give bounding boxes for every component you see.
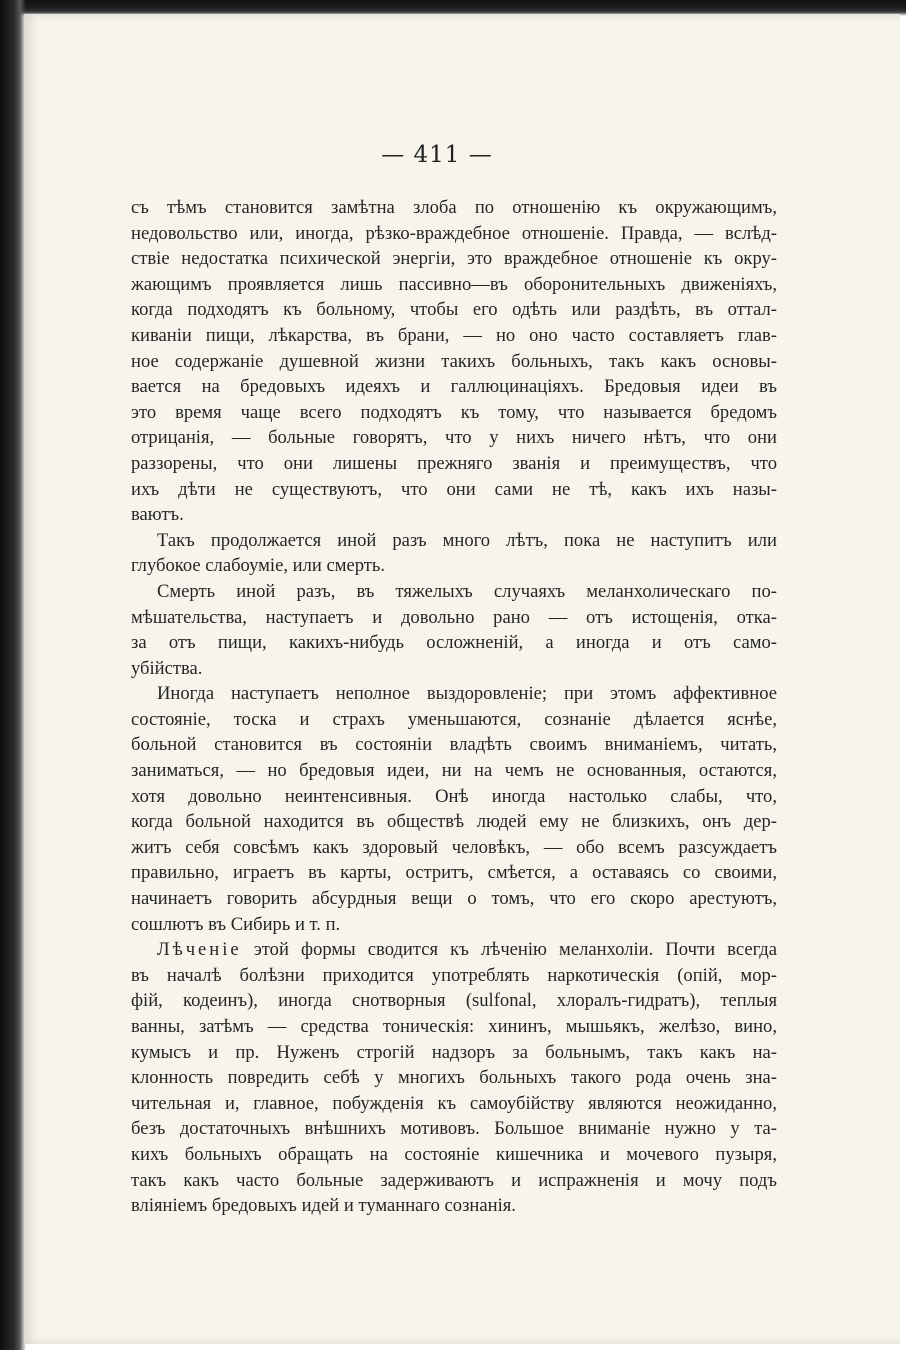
text-line: клонность повредить себѣ у многихъ больныхъ такого рода очень зна-	[131, 1067, 777, 1089]
text-line: мѣшательства, наступаетъ и довольно рано — отъ истощенія, отка-	[131, 606, 777, 628]
text-line: сошлютъ въ Сибирь и т. п.	[131, 913, 341, 935]
text-line: заниматься, — но бредовыя идеи, ни на чемъ не основанныя, остаются,	[131, 760, 777, 782]
text-line: за отъ пищи, какихъ-нибудь осложненій, а иногда и отъ само-	[131, 632, 777, 654]
text-line: хотя довольно неинтенсивныя. Онѣ иногда настолько слабы, что,	[131, 785, 777, 807]
text-line: ствіе недостатка психической энергіи, это враждебное отношеніе къ окру-	[131, 248, 777, 270]
text-line: Иногда наступаетъ неполное выздоровленіе; при этомъ аффективное	[157, 683, 777, 705]
spaced-heading-word: Лѣченіе	[157, 939, 242, 961]
body-text	[131, 195, 777, 1219]
text-line: раззорены, что они лишены прежняго званія и преимуществъ, что	[131, 452, 777, 474]
text-line: правильно, играетъ въ карты, остритъ, смѣется, а оставаясь со своими,	[131, 862, 777, 884]
text-line: когда подходятъ къ больному, чтобы его одѣть или раздѣть, въ оттал-	[131, 299, 777, 321]
text-line: кумысъ и пр. Нуженъ строгій надзоръ за больнымъ, такъ какъ на-	[131, 1041, 777, 1063]
text-line: кихъ больныхъ обращать на состояніе кишечника и мочевого пузыря,	[131, 1143, 777, 1165]
text-line: это время чаще всего подходятъ къ тому, что называется бредомъ	[131, 401, 777, 423]
text-line: недовольство или, иногда, рѣзко-враждебное отношеніе. Правда, — вслѣд-	[131, 222, 777, 244]
line-text: этой формы сводится къ лѣченію меланхоліи. Почти всегда	[241, 939, 777, 961]
text-line: съ тѣмъ становится замѣтна злоба по отношенію къ окружающимъ,	[131, 197, 777, 218]
text-line: жающимъ проявляется лишь пассивно—въ оборонительныхъ движеніяхъ,	[131, 273, 777, 295]
paragraph	[131, 579, 777, 681]
text-line: фій, кодеинъ), иногда снотворныя (sulfonal, хлоралъ-гидратъ), теплыя	[131, 990, 777, 1012]
text-line: глубокое слабоуміе, или смерть.	[131, 555, 386, 577]
scan-left-edge	[0, 0, 26, 1350]
text-line: когда больной находится въ обществѣ людей ему не близкихъ, онъ дер-	[131, 811, 777, 833]
text-line	[131, 937, 777, 963]
text-line: Такъ продолжается иной разъ много лѣтъ, пока не наступитъ или	[157, 529, 777, 551]
text-line: ное содержаніе душевной жизни такихъ больныхъ, такъ какъ основы-	[131, 350, 777, 372]
text-line: такъ какъ часто больные задерживаютъ и испражненія и мочу подъ	[131, 1169, 777, 1191]
book-page	[24, 14, 900, 1344]
text-line: отрицанія, — больные говорятъ, что у нихъ ничего нѣтъ, что они	[131, 427, 777, 449]
paragraph	[131, 195, 777, 528]
text-line: начинаетъ говорить абсурдныя вещи о томъ, что его скоро арестуютъ,	[131, 888, 777, 910]
text-line: чительная и, главное, побужденія къ самоубійству являются неожиданно,	[131, 1092, 777, 1114]
text-line: Смерть иной разъ, въ тяжелыхъ случаяхъ меланхолическаго по-	[157, 580, 777, 602]
text-line: въ началѣ болѣзни приходится употреблять наркотическія (опій, мор-	[131, 964, 777, 986]
text-line: житъ себя совсѣмъ какъ здоровый человѣкъ, — обо всемъ разсуждаетъ	[131, 836, 777, 858]
text-line: больной становится въ состояніи владѣть своимъ вниманіемъ, читать,	[131, 734, 777, 756]
text-line: состояніе, тоска и страхъ уменьшаются, сознаніе дѣлается яснѣе,	[131, 708, 777, 730]
text-line: убійства.	[131, 657, 203, 679]
text-line: ихъ дѣти не существуютъ, что они сами не тѣ, какъ ихъ назы-	[131, 478, 777, 500]
text-line: ванны, затѣмъ — средства тоническія: хининъ, мышьякъ, желѣзо, вино,	[131, 1016, 777, 1037]
paragraph	[131, 681, 777, 937]
text-line: вліяніемъ бредовыхъ идей и туманнаго сознанія.	[131, 1195, 516, 1217]
paragraph	[131, 937, 777, 1219]
text-line: киваніи пищи, лѣкарства, въ брани, — но оно часто составляетъ глав-	[131, 324, 777, 346]
text-line: вается на бредовыхъ идеяхъ и галлюцинаціяхъ. Бредовыя идеи въ	[131, 376, 777, 398]
text-line: безъ достаточныхъ внѣшнихъ мотивовъ. Большое вниманіе нужно у та-	[131, 1118, 777, 1140]
paragraph	[131, 528, 777, 579]
text-line: ваютъ.	[131, 504, 184, 526]
page-number: — 411 —	[381, 142, 493, 168]
